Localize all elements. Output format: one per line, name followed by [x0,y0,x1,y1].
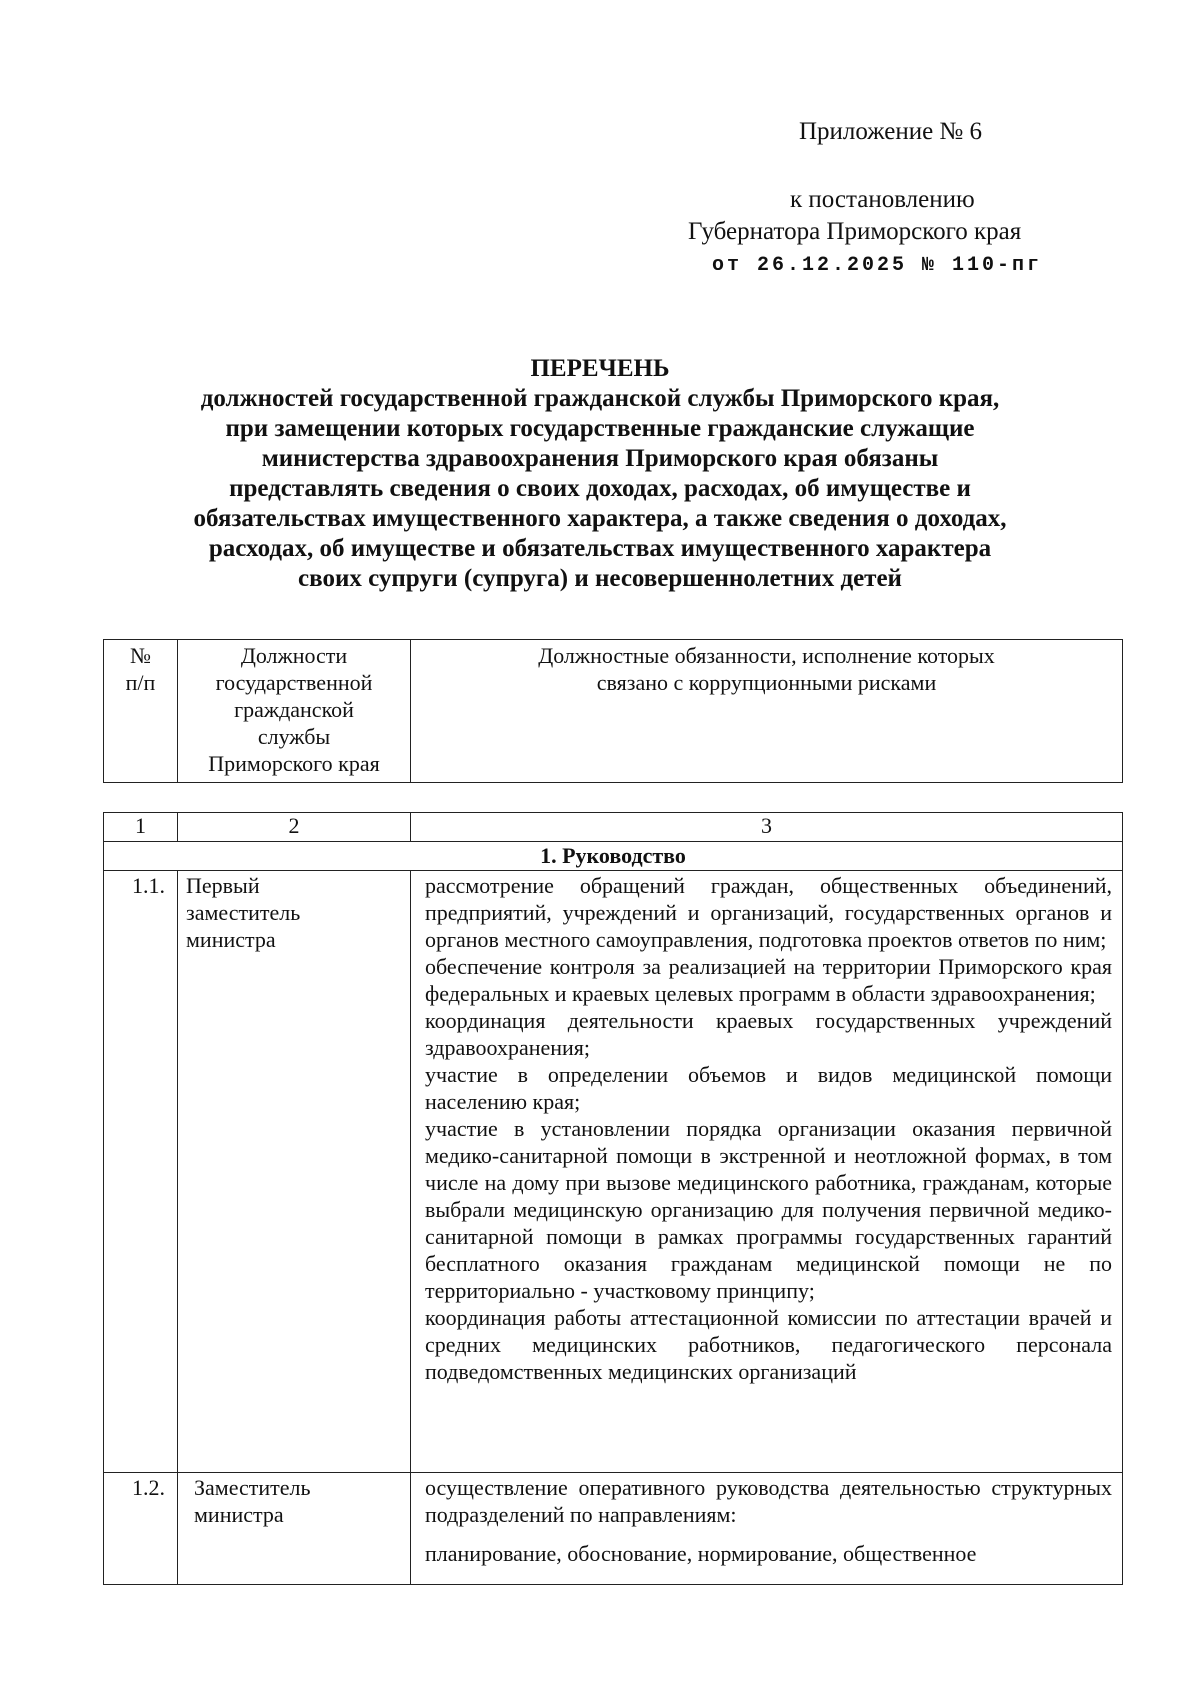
row-number: 1.2. [104,1473,178,1585]
duty-item: участие в определении объемов и видов медицинской помощи населению края; [425,1062,1112,1114]
title-line: министерства здравоохранения Приморского края обязаны [261,445,939,472]
duty-item: обеспечение контроля за реализацией на территории Приморского края федеральных и краевых целевых программ в области здравоохранения; [425,954,1112,1006]
row-number: 1.1. [104,871,178,1473]
document-title [100,354,1100,594]
duties-list [411,1473,1123,1585]
duty-item: координация работы аттестационной комиссии по аттестации врачей и средних медицинских работников, педагогического персонала подведомственных медицинских организаций [425,1305,1112,1384]
title-line: должностей государственной гражданской службы Приморского края, [200,385,1000,412]
position-title: Заместитель министра [178,1473,411,1585]
title-heading: ПЕРЕЧЕНЬ [530,355,670,382]
duty-item: участие в установлении порядка организации оказания первичной медико-санитарной помощи в экстренной и неотложной формах, в том числе на дому при вызове медицинского работника, гражданам, которые выбрали медицинскую организацию для получения первичной медико-санитарной помощи в рамках программы государственных гарантий бесплатного оказания гражданам медицинской помощи не по территориально - участковому принципу; [425,1116,1112,1303]
title-line: обязательствах имущественного характера, а также сведения о доходах, [193,505,1007,532]
table-row [104,871,1123,1473]
position-title: Первый заместитель министра [178,871,411,1473]
duties-table [103,812,1123,1585]
header-col-duties: Должностные обязанности, исполнение которых связано с коррупционными рисками [411,640,1123,783]
column-number: 2 [178,813,411,842]
header-col-position: Должности государственной гражданской службы Приморского края [178,640,411,783]
duties-list [411,871,1123,1473]
title-line: представлять сведения о своих доходах, расходах, об имуществе и [229,475,971,502]
duty-item: координация деятельности краевых государственных учреждений здравоохранения; [425,1008,1112,1060]
table-row [104,1473,1123,1585]
title-line: расходах, об имуществе и обязательствах имущественного характера [208,535,992,562]
header-col-number: № п/п [104,640,178,783]
governor-reference: Губернатора Приморского края [688,218,1022,245]
title-line: при замещении которых государственные гражданские служащие [225,415,975,442]
table-header [103,639,1123,783]
decree-reference: к постановлению [790,186,975,213]
column-numbers-row [104,813,1123,842]
decree-date-number: от 26.12.2025 № 110-пг [712,254,1043,277]
section-title: 1. Руководство [104,842,1123,871]
duty-item: рассмотрение обращений граждан, общественных объединений, предприятий, учреждений и организаций, государственных органов и органов местного самоуправления, подготовка проектов ответов по ним; [425,873,1112,952]
duty-item: планирование, обоснование, нормирование, общественное [425,1541,977,1566]
duty-item: осуществление оперативного руководства деятельностью структурных подразделений по направлениям: [425,1475,1112,1527]
column-number: 3 [411,813,1123,842]
column-number: 1 [104,813,178,842]
annex-label: Приложение № 6 [799,118,983,145]
title-line: своих супруги (супруга) и несовершеннолетних детей [298,565,902,592]
section-row [104,842,1123,871]
